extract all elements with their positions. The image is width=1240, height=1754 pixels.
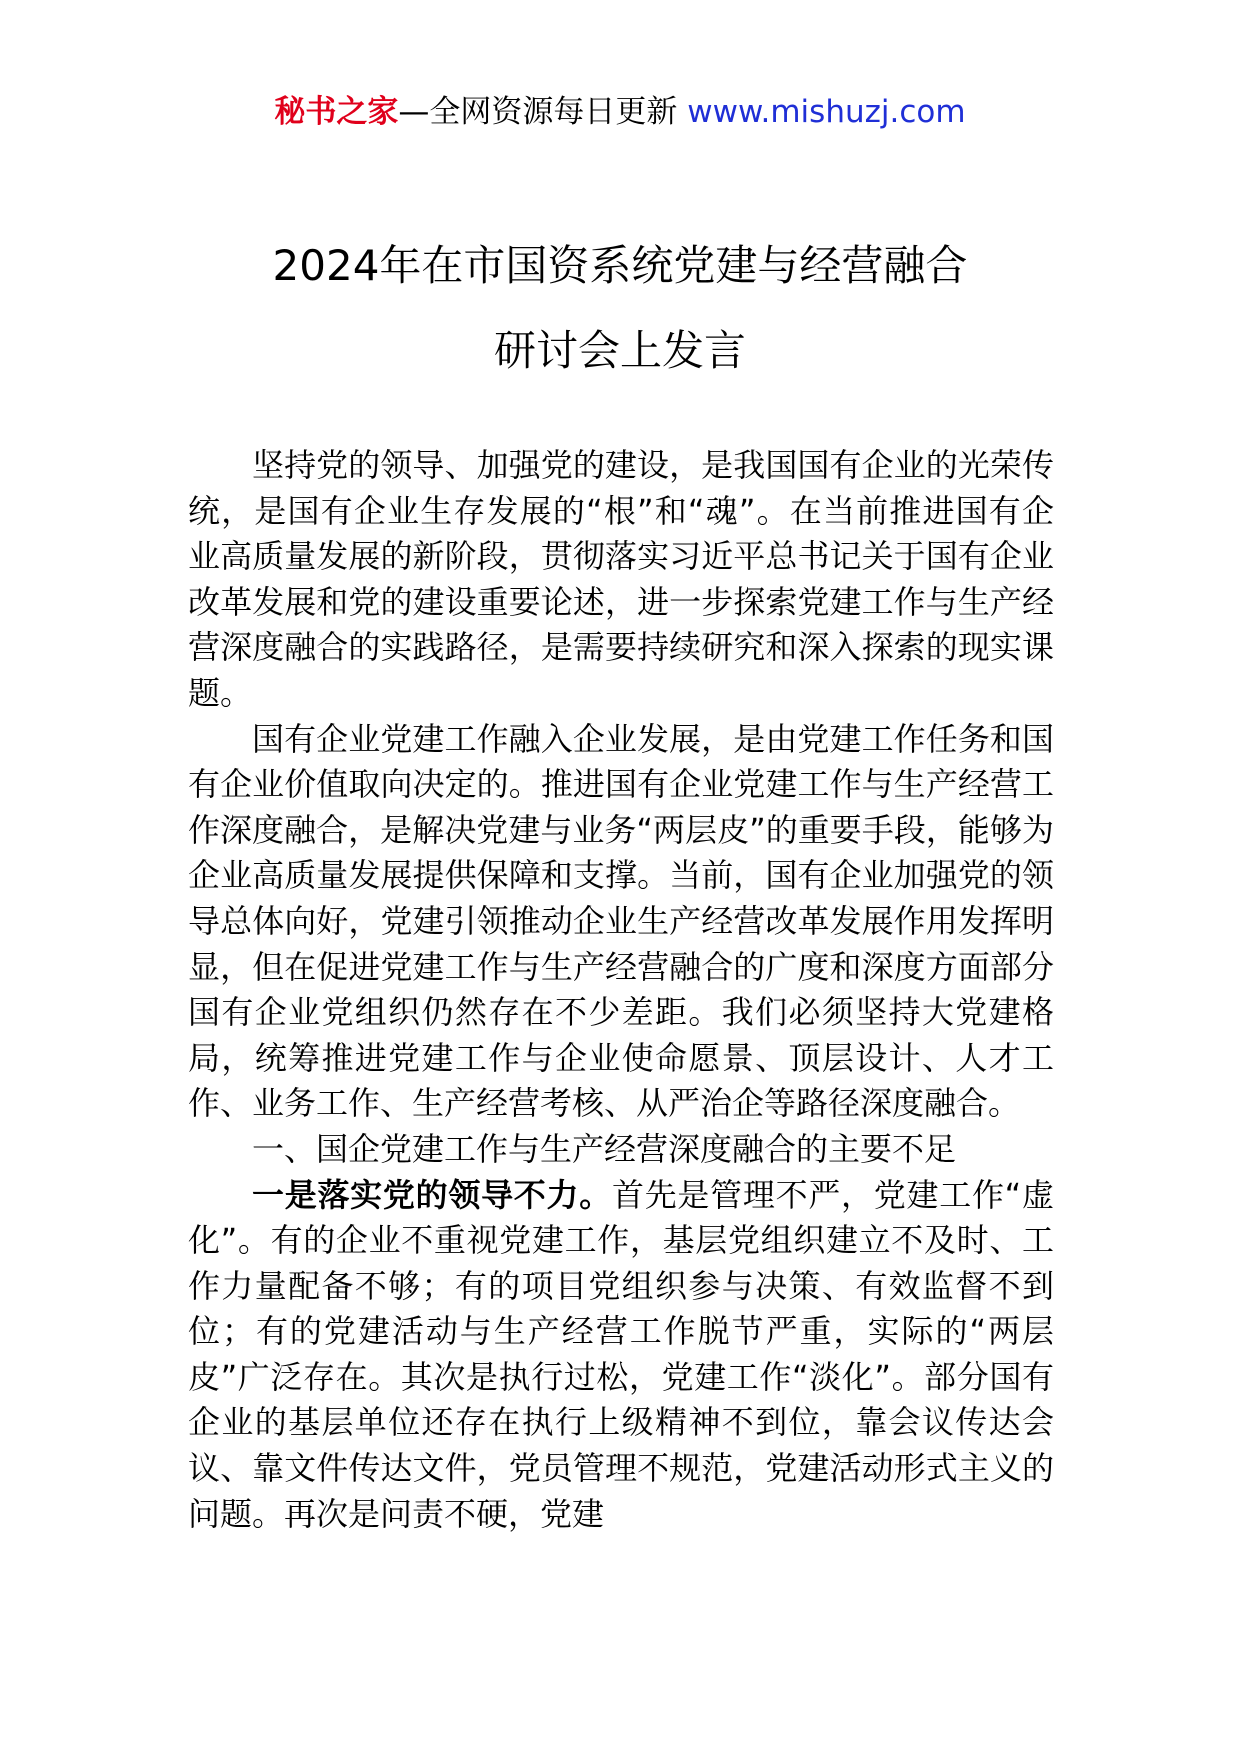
point-one-text: 首先是管理不严，党建工作“虚化”。有的企业不重视党建工作，基层党组织建立不及时、工作力量配备不够；有的项目党组织参与决策、有效监督不到位；有的党建活动与生产经营工作脱节严重，实际的“两层皮”广泛存在。其次是执行过松，党建工作“淡化”。部分国有企业的基层单位还存在执行上级精神不到位，靠会议传达会议、靠文件传达文件，党员管理不规范，党建活动形式主义的问题。再次是问责不硬，党建 [188,1175,1054,1533]
site-header [0,92,1240,132]
paragraph-intro: 坚持党的领导、加强党的建设，是我国国有企业的光荣传统，是国有企业生存发展的“根”和“魂”。在当前推进国有企业高质量发展的新阶段，贯彻落实习近平总书记关于国有企业改革发展和党的建设重要论述，进一步探索党建工作与生产经营深度融合的实践路径，是需要持续研究和深入探索的现实课题。 [188,446,1054,712]
site-brand: 秘书之家 [274,94,399,130]
site-tagline: —全网资源每日更新 [398,94,678,130]
document-title-line1: 2024年在市国资系统党建与经营融合 [272,241,968,290]
point-one-lead: 一是落实党的领导不力。 [252,1175,612,1214]
section-heading: 一、国企党建工作与生产经营深度融合的主要不足 [252,1129,957,1168]
document-title-line2: 研讨会上发言 [493,326,746,375]
paragraph-point-one [188,1173,1054,1538]
site-url[interactable]: www.mishuzj.com [687,94,966,130]
paragraph-context: 国有企业党建工作融入企业发展，是由党建工作任务和国有企业价值取向决定的。推进国有企业党建工作与生产经营工作深度融合，是解决党建与业务“两层皮”的重要手段，能够为企业高质量发展提供保障和支撑。当前，国有企业加强党的领导总体向好，党建引领推动企业生产经营改革发展作用发挥明显，但在促进党建工作与生产经营融合的广度和深度方面部分国有企业党组织仍然存在不少差距。我们必须坚持大党建格局，统筹推进党建工作与企业使命愿景、顶层设计、人才工作、业务工作、生产经营考核、从严治企等路径深度融合。 [188,719,1054,1123]
document-body [188,443,1054,1537]
